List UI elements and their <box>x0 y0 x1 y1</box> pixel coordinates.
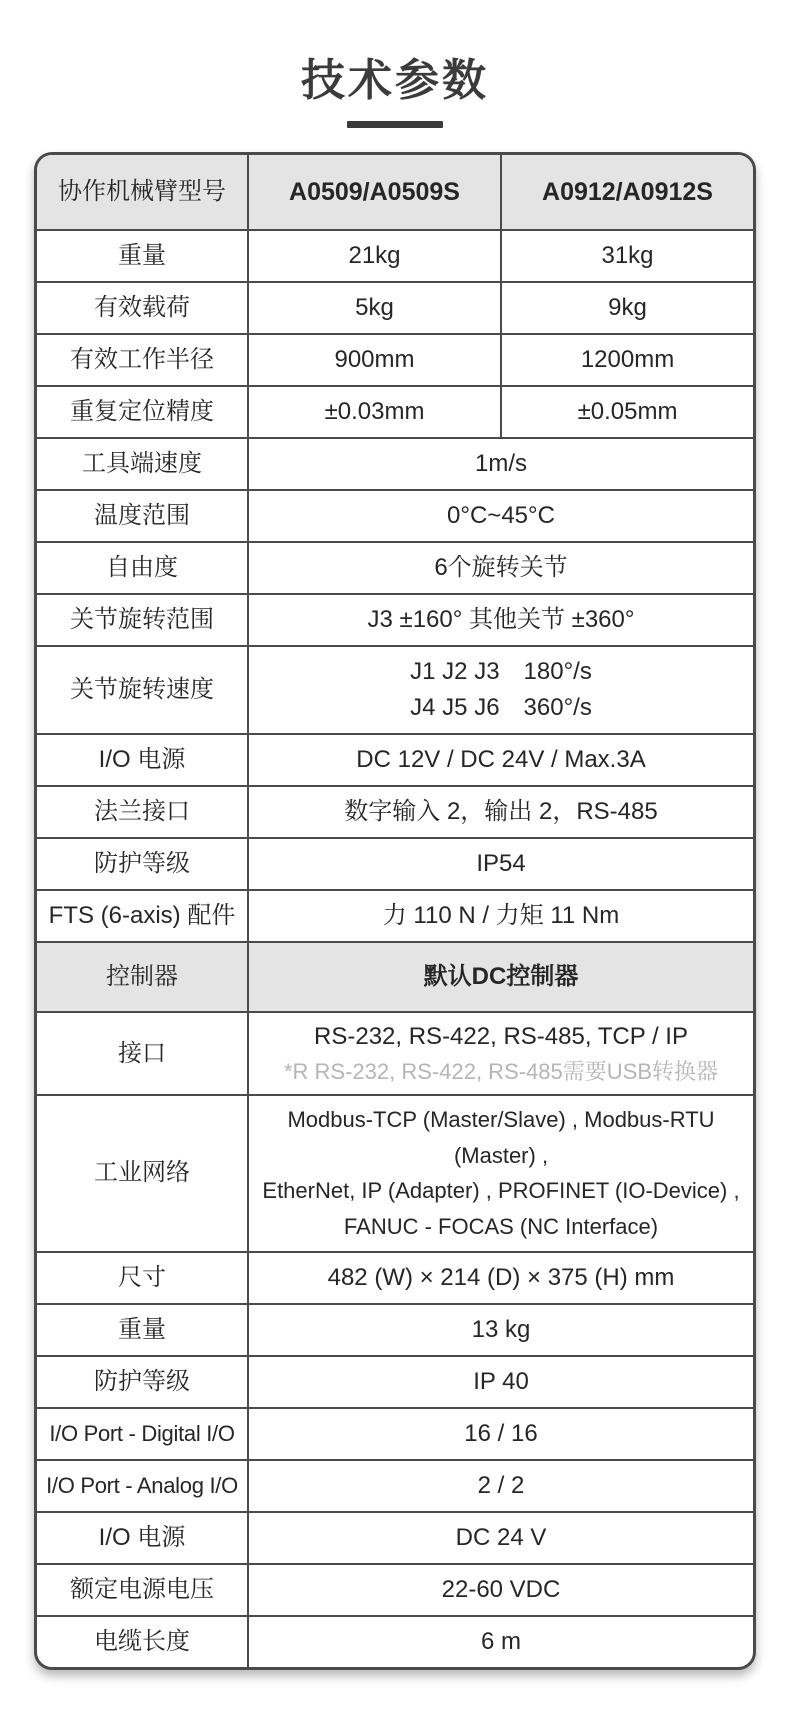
spec-label: 温度范围 <box>37 491 249 541</box>
spec-label: 自由度 <box>37 543 249 593</box>
row-joint-range <box>37 593 753 645</box>
row-controller-ip-rating <box>37 1355 753 1407</box>
spec-label: 重量 <box>37 1305 249 1355</box>
spec-label: 重量 <box>37 231 249 281</box>
spec-label: 电缆长度 <box>37 1617 249 1667</box>
spec-label: 防护等级 <box>37 839 249 889</box>
spec-value-a0912: 9kg <box>608 294 647 321</box>
row-controller-section <box>37 941 753 1011</box>
model-a-header: A0509/A0509S <box>249 155 502 229</box>
spec-label: 协作机械臂型号 <box>37 155 249 229</box>
row-controller-weight <box>37 1303 753 1355</box>
spec-value <box>249 1096 753 1251</box>
spec-label: 工业网络 <box>37 1096 249 1251</box>
spec-value-a0509: 5kg <box>249 283 502 333</box>
row-digital-io <box>37 1407 753 1459</box>
row-model-header <box>37 155 753 229</box>
spec-value: 482 (W) × 214 (D) × 375 (H) mm <box>327 1263 675 1291</box>
row-rated-voltage <box>37 1563 753 1615</box>
spec-value: 13 kg <box>471 1315 531 1343</box>
spec-label: 重复定位精度 <box>37 387 249 437</box>
title-underline <box>347 121 443 128</box>
spec-value: 22-60 VDC <box>441 1575 561 1603</box>
network-line-3: FANUC - FOCAS (NC Interface) <box>343 1213 659 1239</box>
row-arm-ip-rating <box>37 837 753 889</box>
spec-label: I/O Port - Analog I/O <box>37 1461 249 1511</box>
row-io-power-controller <box>37 1511 753 1563</box>
joint-speed-line-1: J1 J2 J3 180°/s <box>410 658 592 685</box>
spec-label: 接口 <box>37 1013 249 1094</box>
spec-value: 数字输入 2，输出 2，RS-485 <box>344 798 658 826</box>
page-title: 技术参数 <box>301 56 489 105</box>
spec-label: 法兰接口 <box>37 787 249 837</box>
joint-speed-line-2: J4 J5 J6 360°/s <box>410 694 592 721</box>
spec-table <box>34 152 756 1670</box>
row-flange-interface <box>37 785 753 837</box>
spec-value: 1m/s <box>474 450 527 478</box>
spec-label: 防护等级 <box>37 1357 249 1407</box>
spec-value-a0509: 900mm <box>249 335 502 385</box>
spec-label: I/O Port - Digital I/O <box>37 1409 249 1459</box>
spec-value-a0509: ±0.03mm <box>249 387 502 437</box>
spec-value: 0°C~45°C <box>447 502 555 530</box>
spec-label: 工具端速度 <box>37 439 249 489</box>
spec-label: 有效工作半径 <box>37 335 249 385</box>
row-analog-io <box>37 1459 753 1511</box>
row-io-power-arm <box>37 733 753 785</box>
model-b-header: A0912/A0912S <box>542 177 713 206</box>
spec-value: 力 110 N / 力矩 11 Nm <box>382 902 620 930</box>
spec-value: IP54 <box>476 850 526 878</box>
spec-label: I/O 电源 <box>37 1513 249 1563</box>
spec-value: DC 24 V <box>455 1523 547 1551</box>
row-controller-dimensions <box>37 1251 753 1303</box>
spec-value: IP 40 <box>473 1367 529 1395</box>
spec-value <box>249 1013 753 1094</box>
spec-value: 16 / 16 <box>464 1419 538 1447</box>
spec-label: I/O 电源 <box>37 735 249 785</box>
spec-value <box>249 647 753 733</box>
network-line-1: Modbus-TCP (Master/Slave) , Modbus-RTU (Master) , <box>287 1107 715 1168</box>
interface-footnote: *R RS-232, RS-422, RS-485需要USB转换器 <box>283 1059 719 1084</box>
row-tool-speed <box>37 437 753 489</box>
spec-value: 默认DC控制器 <box>423 963 579 991</box>
spec-value-a0912: 31kg <box>601 242 654 269</box>
spec-value: 2 / 2 <box>477 1471 525 1499</box>
spec-value-a0912: 1200mm <box>580 346 675 373</box>
row-arm-weight <box>37 229 753 281</box>
spec-value: 6 m <box>480 1627 521 1655</box>
spec-label: 有效载荷 <box>37 283 249 333</box>
row-dof <box>37 541 753 593</box>
spec-label: 关节旋转范围 <box>37 595 249 645</box>
row-industrial-network <box>37 1094 753 1251</box>
row-joint-speed <box>37 645 753 733</box>
row-controller-interface <box>37 1011 753 1094</box>
row-arm-payload <box>37 281 753 333</box>
spec-label: 尺寸 <box>37 1253 249 1303</box>
spec-label: 控制器 <box>37 943 249 1011</box>
row-temp-range <box>37 489 753 541</box>
row-cable-length <box>37 1615 753 1667</box>
interface-main-line: RS-232, RS-422, RS-485, TCP / IP <box>314 1023 688 1050</box>
row-arm-reach <box>37 333 753 385</box>
spec-value: DC 12V / DC 24V / Max.3A <box>356 746 646 774</box>
row-arm-repeatability <box>37 385 753 437</box>
spec-value: 6个旋转关节 <box>434 554 568 582</box>
network-line-2: EtherNet, IP (Adapter) , PROFINET (IO-Device) , <box>262 1178 740 1204</box>
spec-value: J3 ±160° 其他关节 ±360° <box>367 606 635 634</box>
spec-value-a0912: ±0.05mm <box>577 398 678 425</box>
spec-label: 额定电源电压 <box>37 1565 249 1615</box>
spec-label: 关节旋转速度 <box>37 647 249 733</box>
spec-label: FTS (6-axis) 配件 <box>37 891 249 941</box>
spec-value-a0509: 21kg <box>249 231 502 281</box>
row-fts-accessory <box>37 889 753 941</box>
